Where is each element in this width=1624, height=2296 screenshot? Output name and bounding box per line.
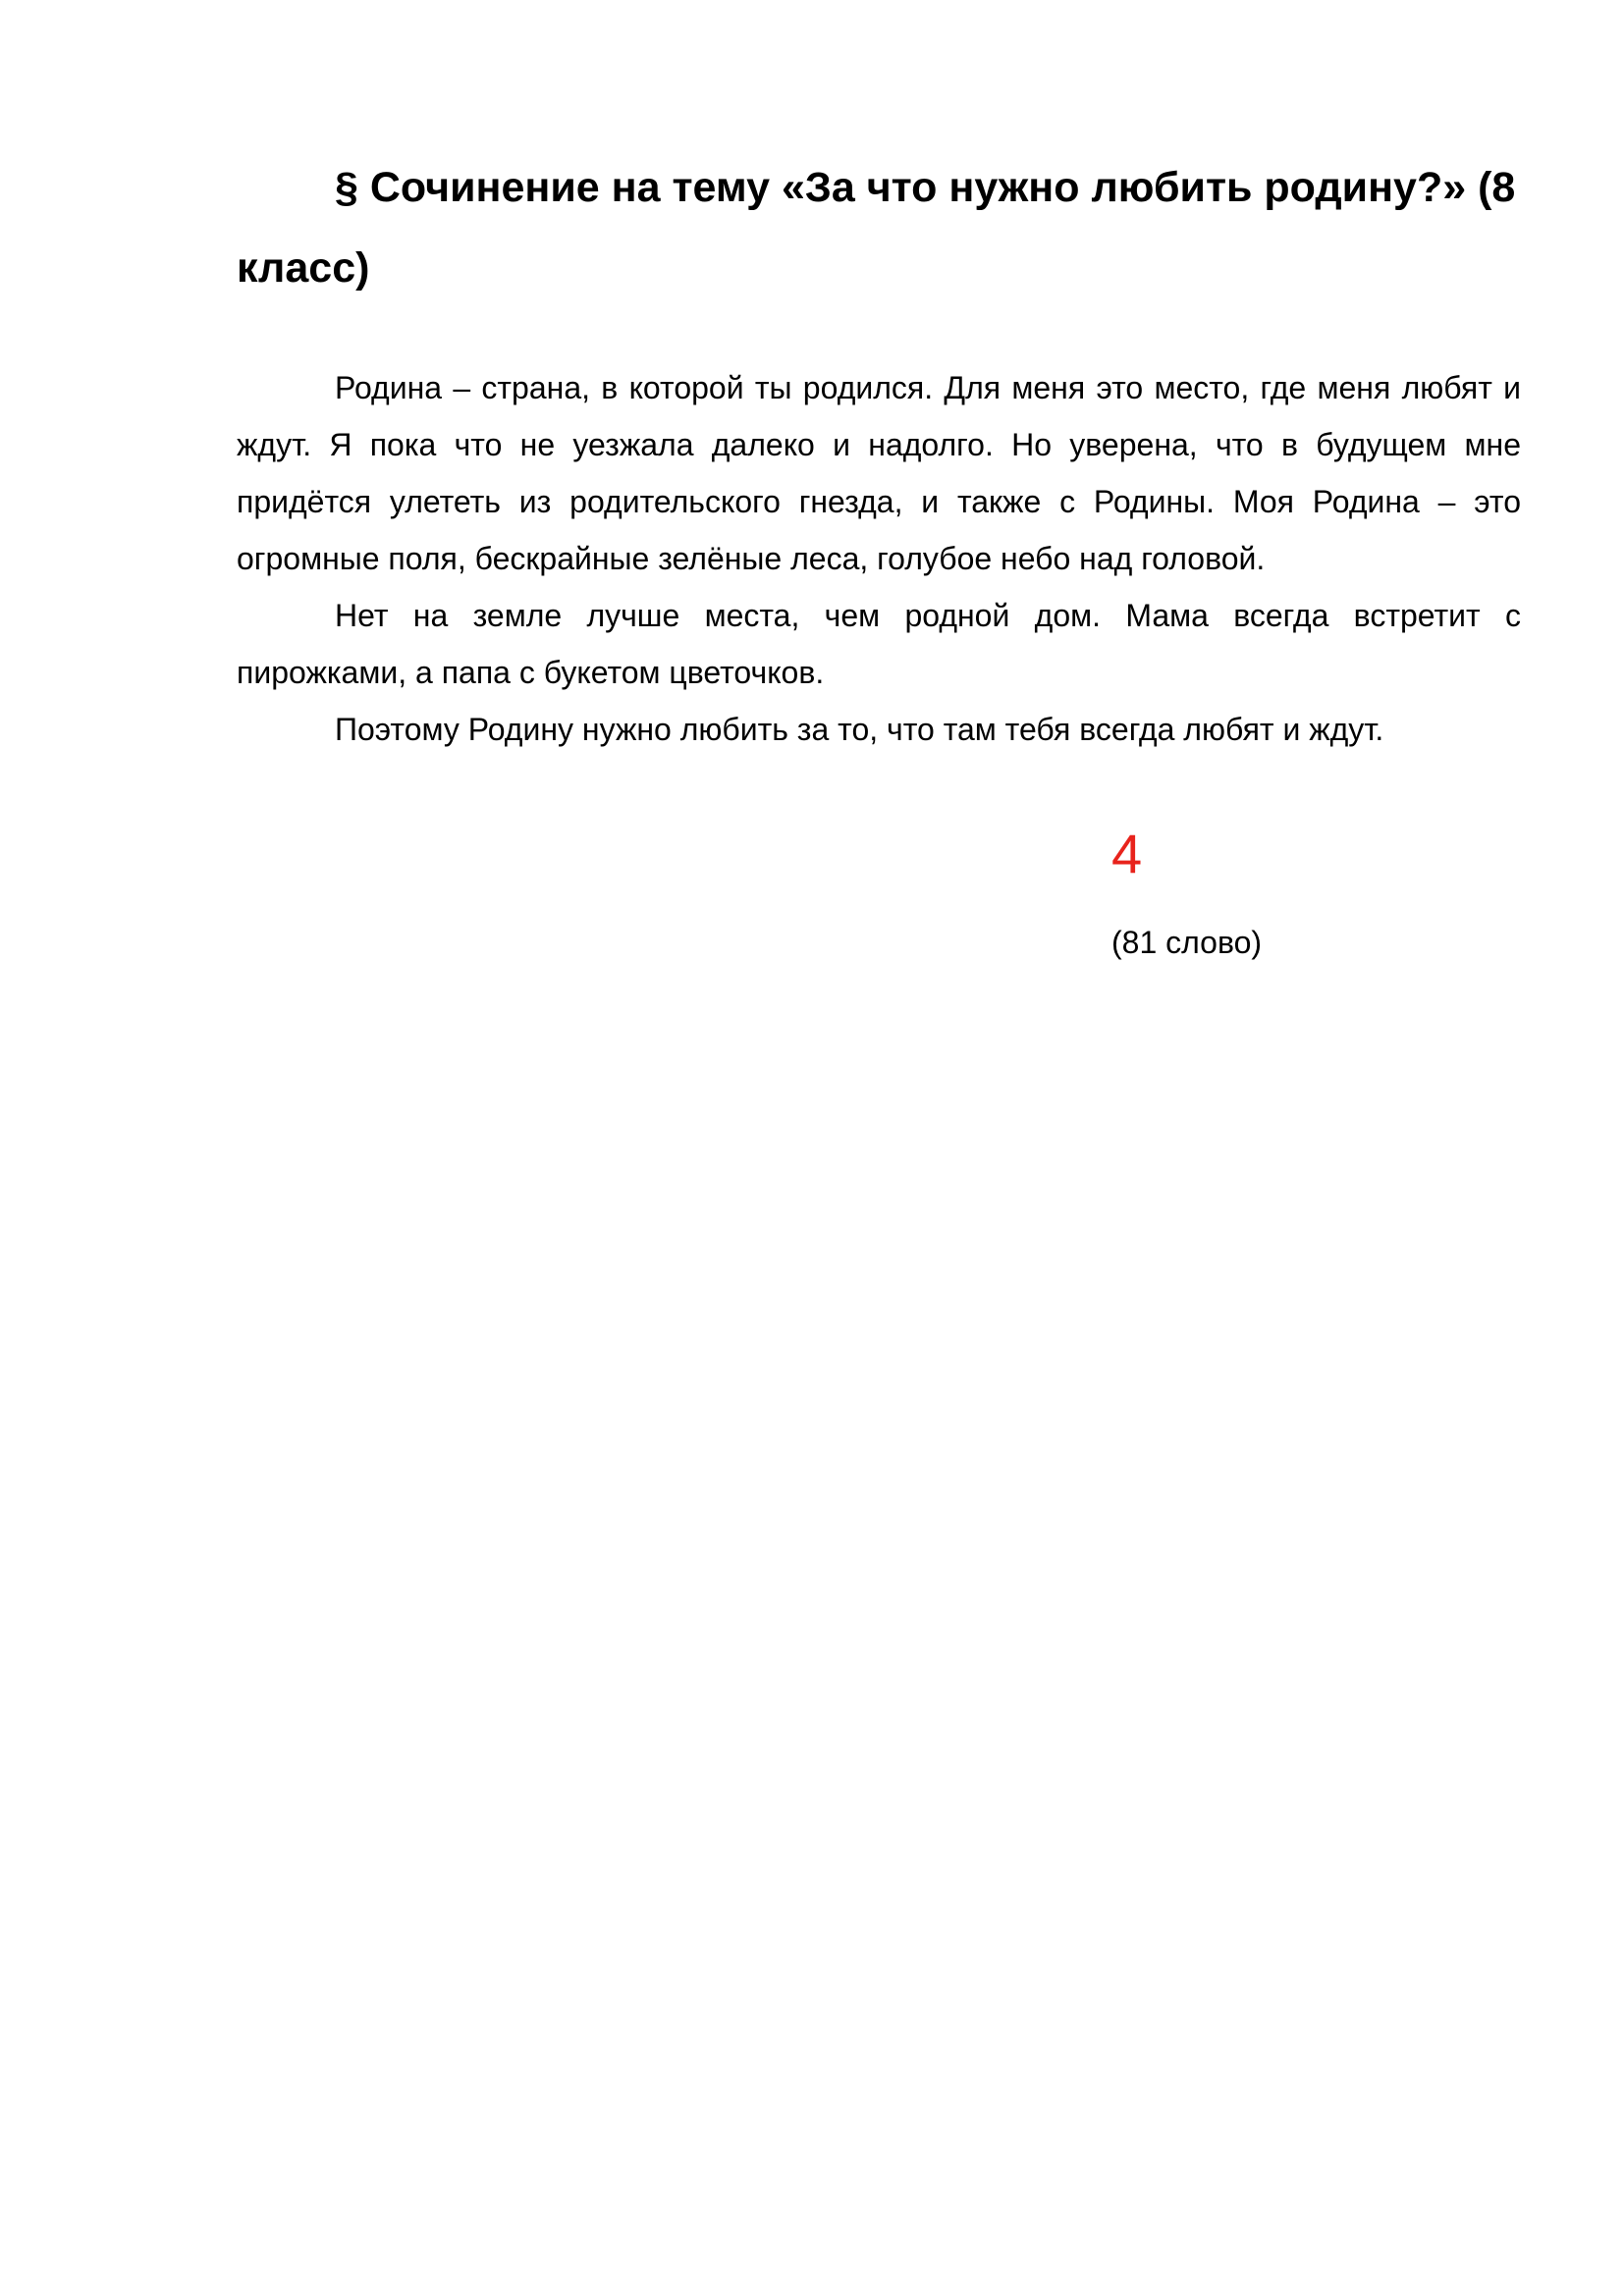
essay-body bbox=[237, 359, 1521, 758]
paragraph-2: Нет на земле лучше места, чем родной дом. Мама всегда встретит с пирожками, а папа с букетом цветочков. bbox=[237, 598, 1521, 690]
word-count: (81 слово) bbox=[1111, 925, 1263, 960]
grade-mark: 4 bbox=[1111, 823, 1143, 884]
paragraph-3: Поэтому Родину нужно любить за то, что там тебя всегда любят и ждут. bbox=[335, 712, 1384, 747]
essay-title: § Сочинение на тему «За что нужно любить родину?» (8 класс) bbox=[237, 164, 1516, 292]
paragraph-1: Родина – страна, в которой ты родился. Для меня это место, где меня любят и ждут. Я пока что не уезжала далеко и надолго. Но уверена, что в будущем мне придётся улететь из родительского гнезда, и также с Родины. Моя Родина – это огромные поля, бескрайные зелёные леса, голубое небо над головой. bbox=[237, 370, 1521, 576]
